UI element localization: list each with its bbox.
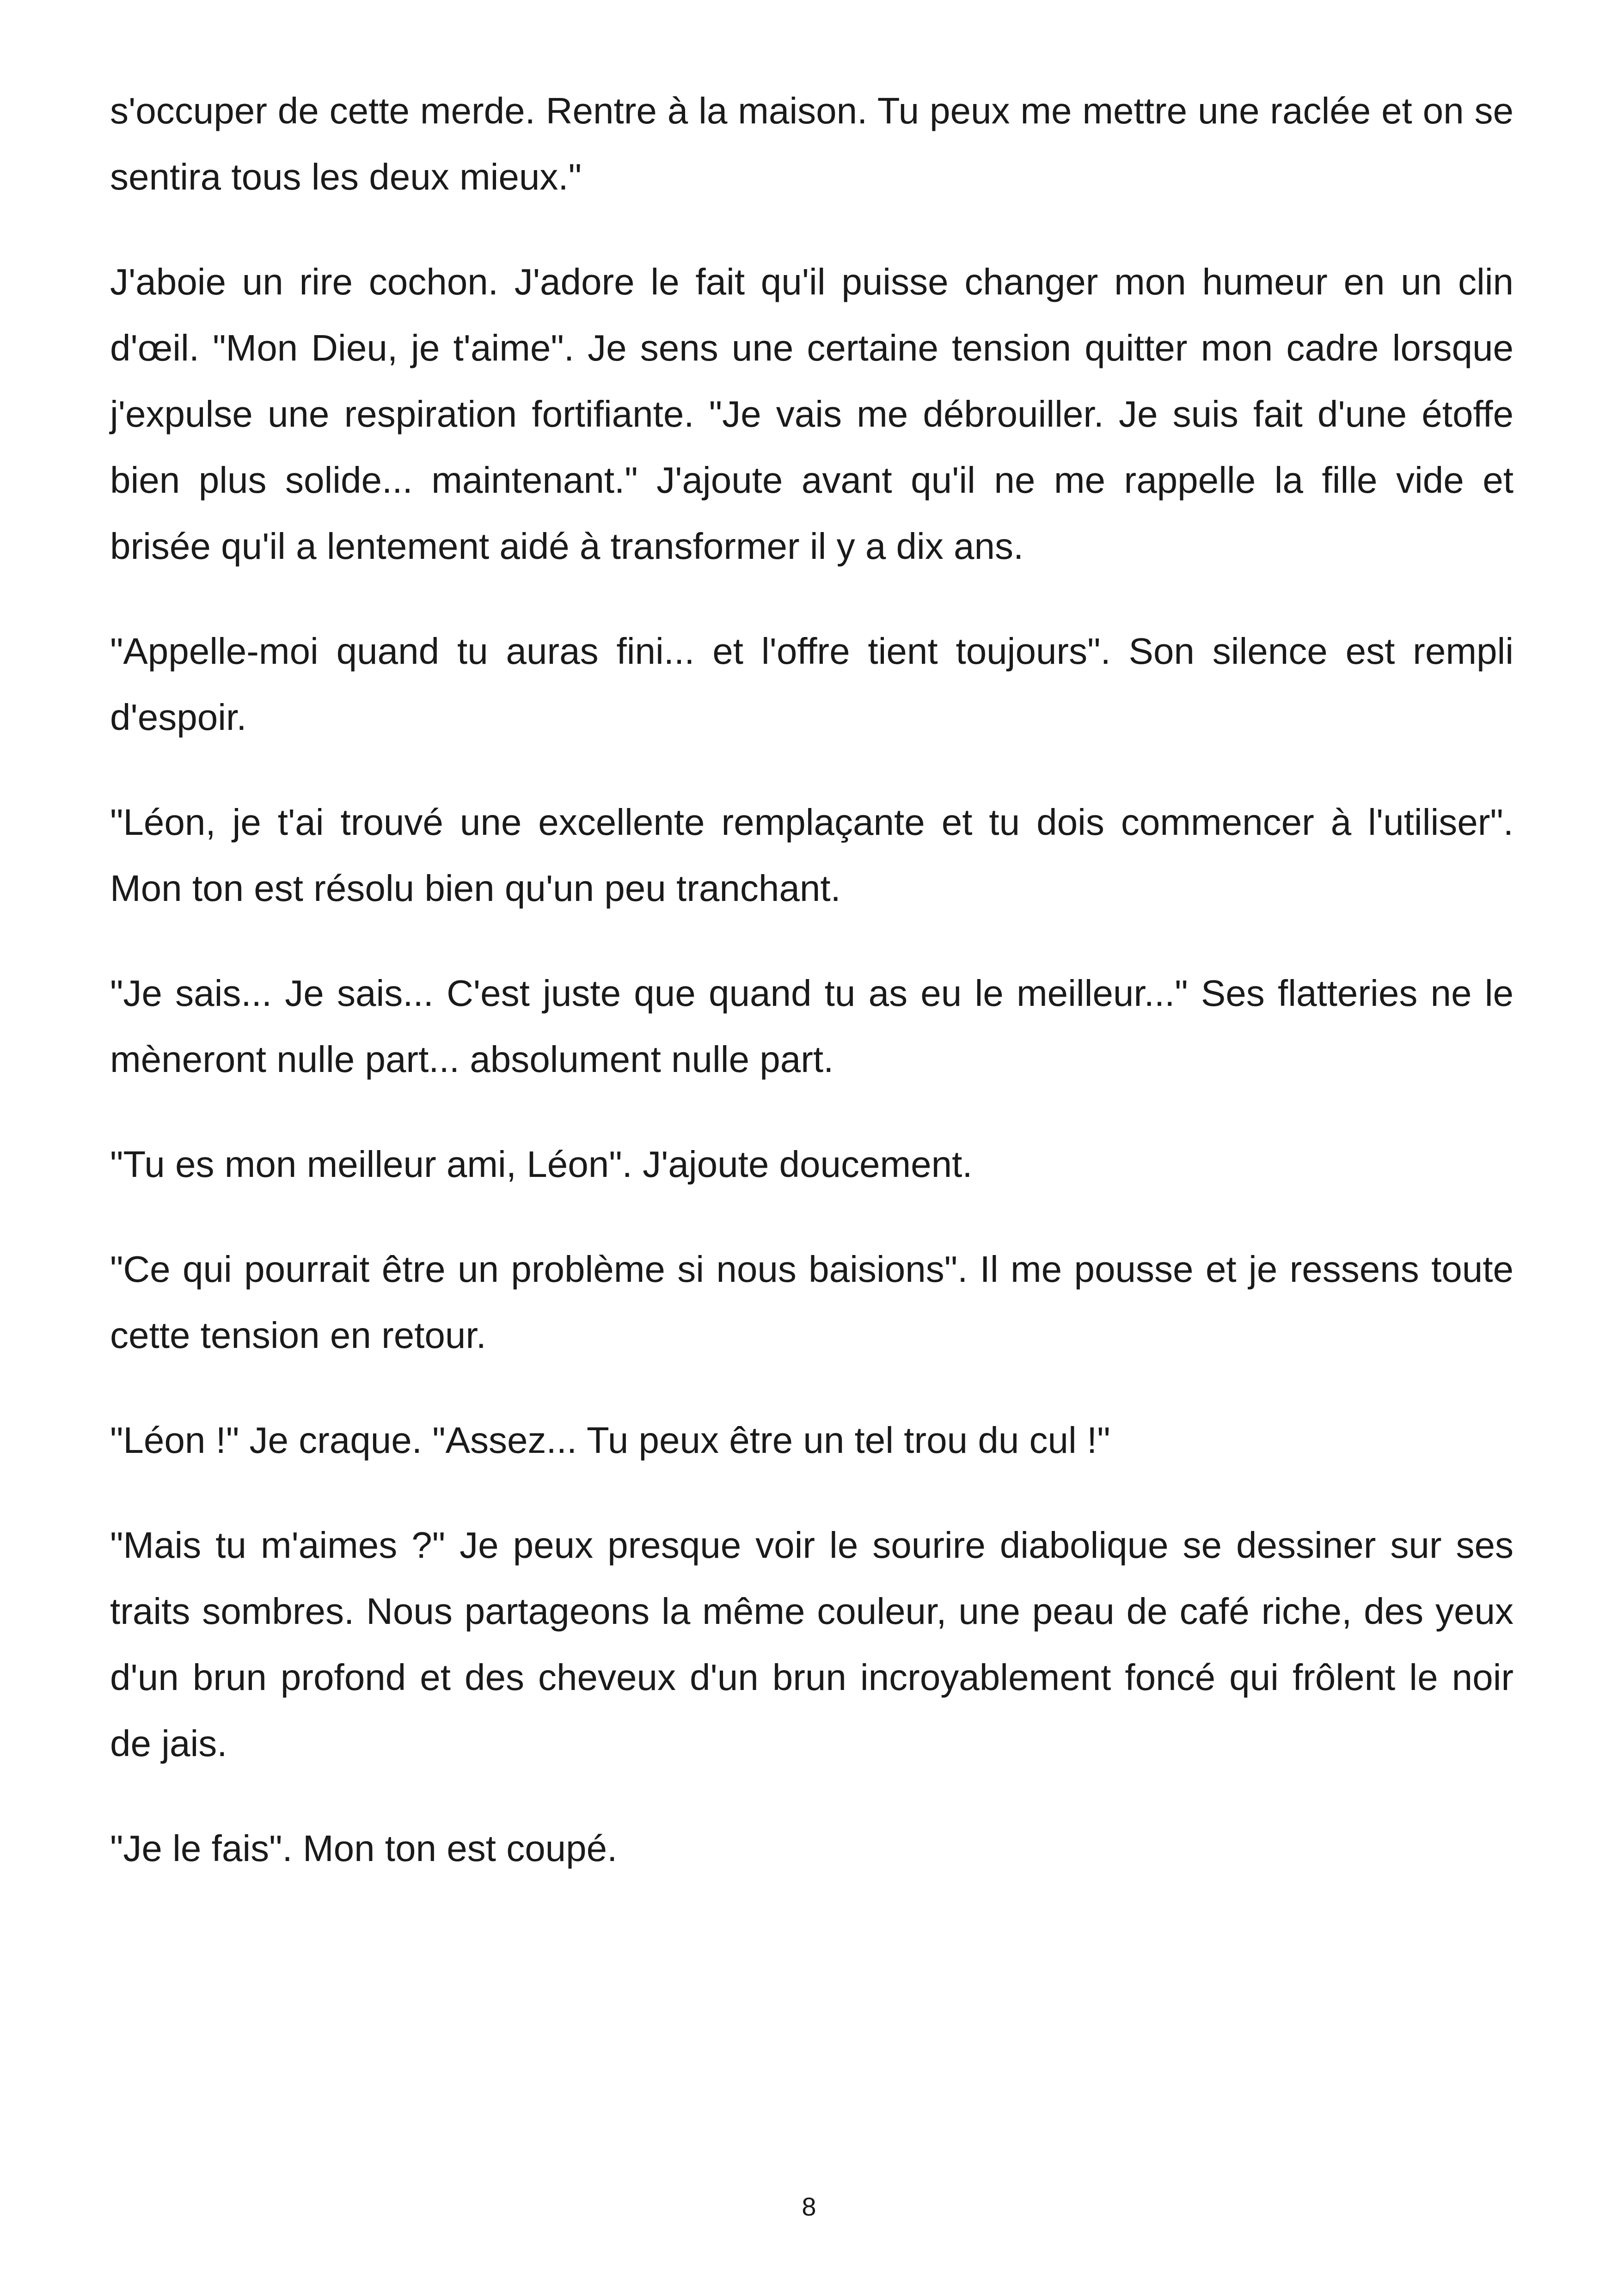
paragraph: "Appelle-moi quand tu auras fini... et l'offre tient toujours". Son silence est rempli d'espoir. — [110, 631, 1514, 738]
paragraph: "Je sais... Je sais... C'est juste que quand tu as eu le meilleur..." Ses flatteries ne le mèneront nulle part... absolument nulle part. — [110, 973, 1514, 1080]
paragraph: "Mais tu m'aimes ?" Je peux presque voir le sourire diabolique se dessiner sur ses traits sombres. Nous partageons la même couleur, une peau de café riche, des yeux d'un brun profond et des cheveux d'un brun incroyablement foncé qui frôlent le noir de jais. — [110, 1525, 1514, 1764]
paragraph: J'aboie un rire cochon. J'adore le fait qu'il puisse changer mon humeur en un clin d'œil. "Mon Dieu, je t'aime". Je sens une certaine tension quitter mon cadre lorsque j'expulse une respiration fortifiante. "Je vais me débrouiller. Je suis fait d'une étoffe bien plus solide... maintenant." J'ajoute avant qu'il ne me rappelle la fille vide et brisée qu'il a lentement aidé à transformer il y a dix ans. — [110, 261, 1514, 567]
paragraph: "Tu es mon meilleur ami, Léon". J'ajoute doucement. — [110, 1144, 973, 1185]
paragraph: "Je le fais". Mon ton est coupé. — [110, 1828, 618, 1869]
paragraph: "Léon !" Je craque. "Assez... Tu peux être un tel trou du cul !" — [110, 1420, 1110, 1461]
document-page — [110, 78, 1514, 1920]
paragraph: "Léon, je t'ai trouvé une excellente remplaçante et tu dois commencer à l'utiliser". Mon ton est résolu bien qu'un peu tranchant. — [110, 802, 1514, 909]
paragraph: "Ce qui pourrait être un problème si nous baisions". Il me pousse et je ressens toute cette tension en retour. — [110, 1249, 1514, 1356]
page-number: 8 — [802, 2192, 816, 2221]
paragraph: s'occuper de cette merde. Rentre à la maison. Tu peux me mettre une raclée et on se sentira tous les deux mieux." — [110, 90, 1514, 197]
